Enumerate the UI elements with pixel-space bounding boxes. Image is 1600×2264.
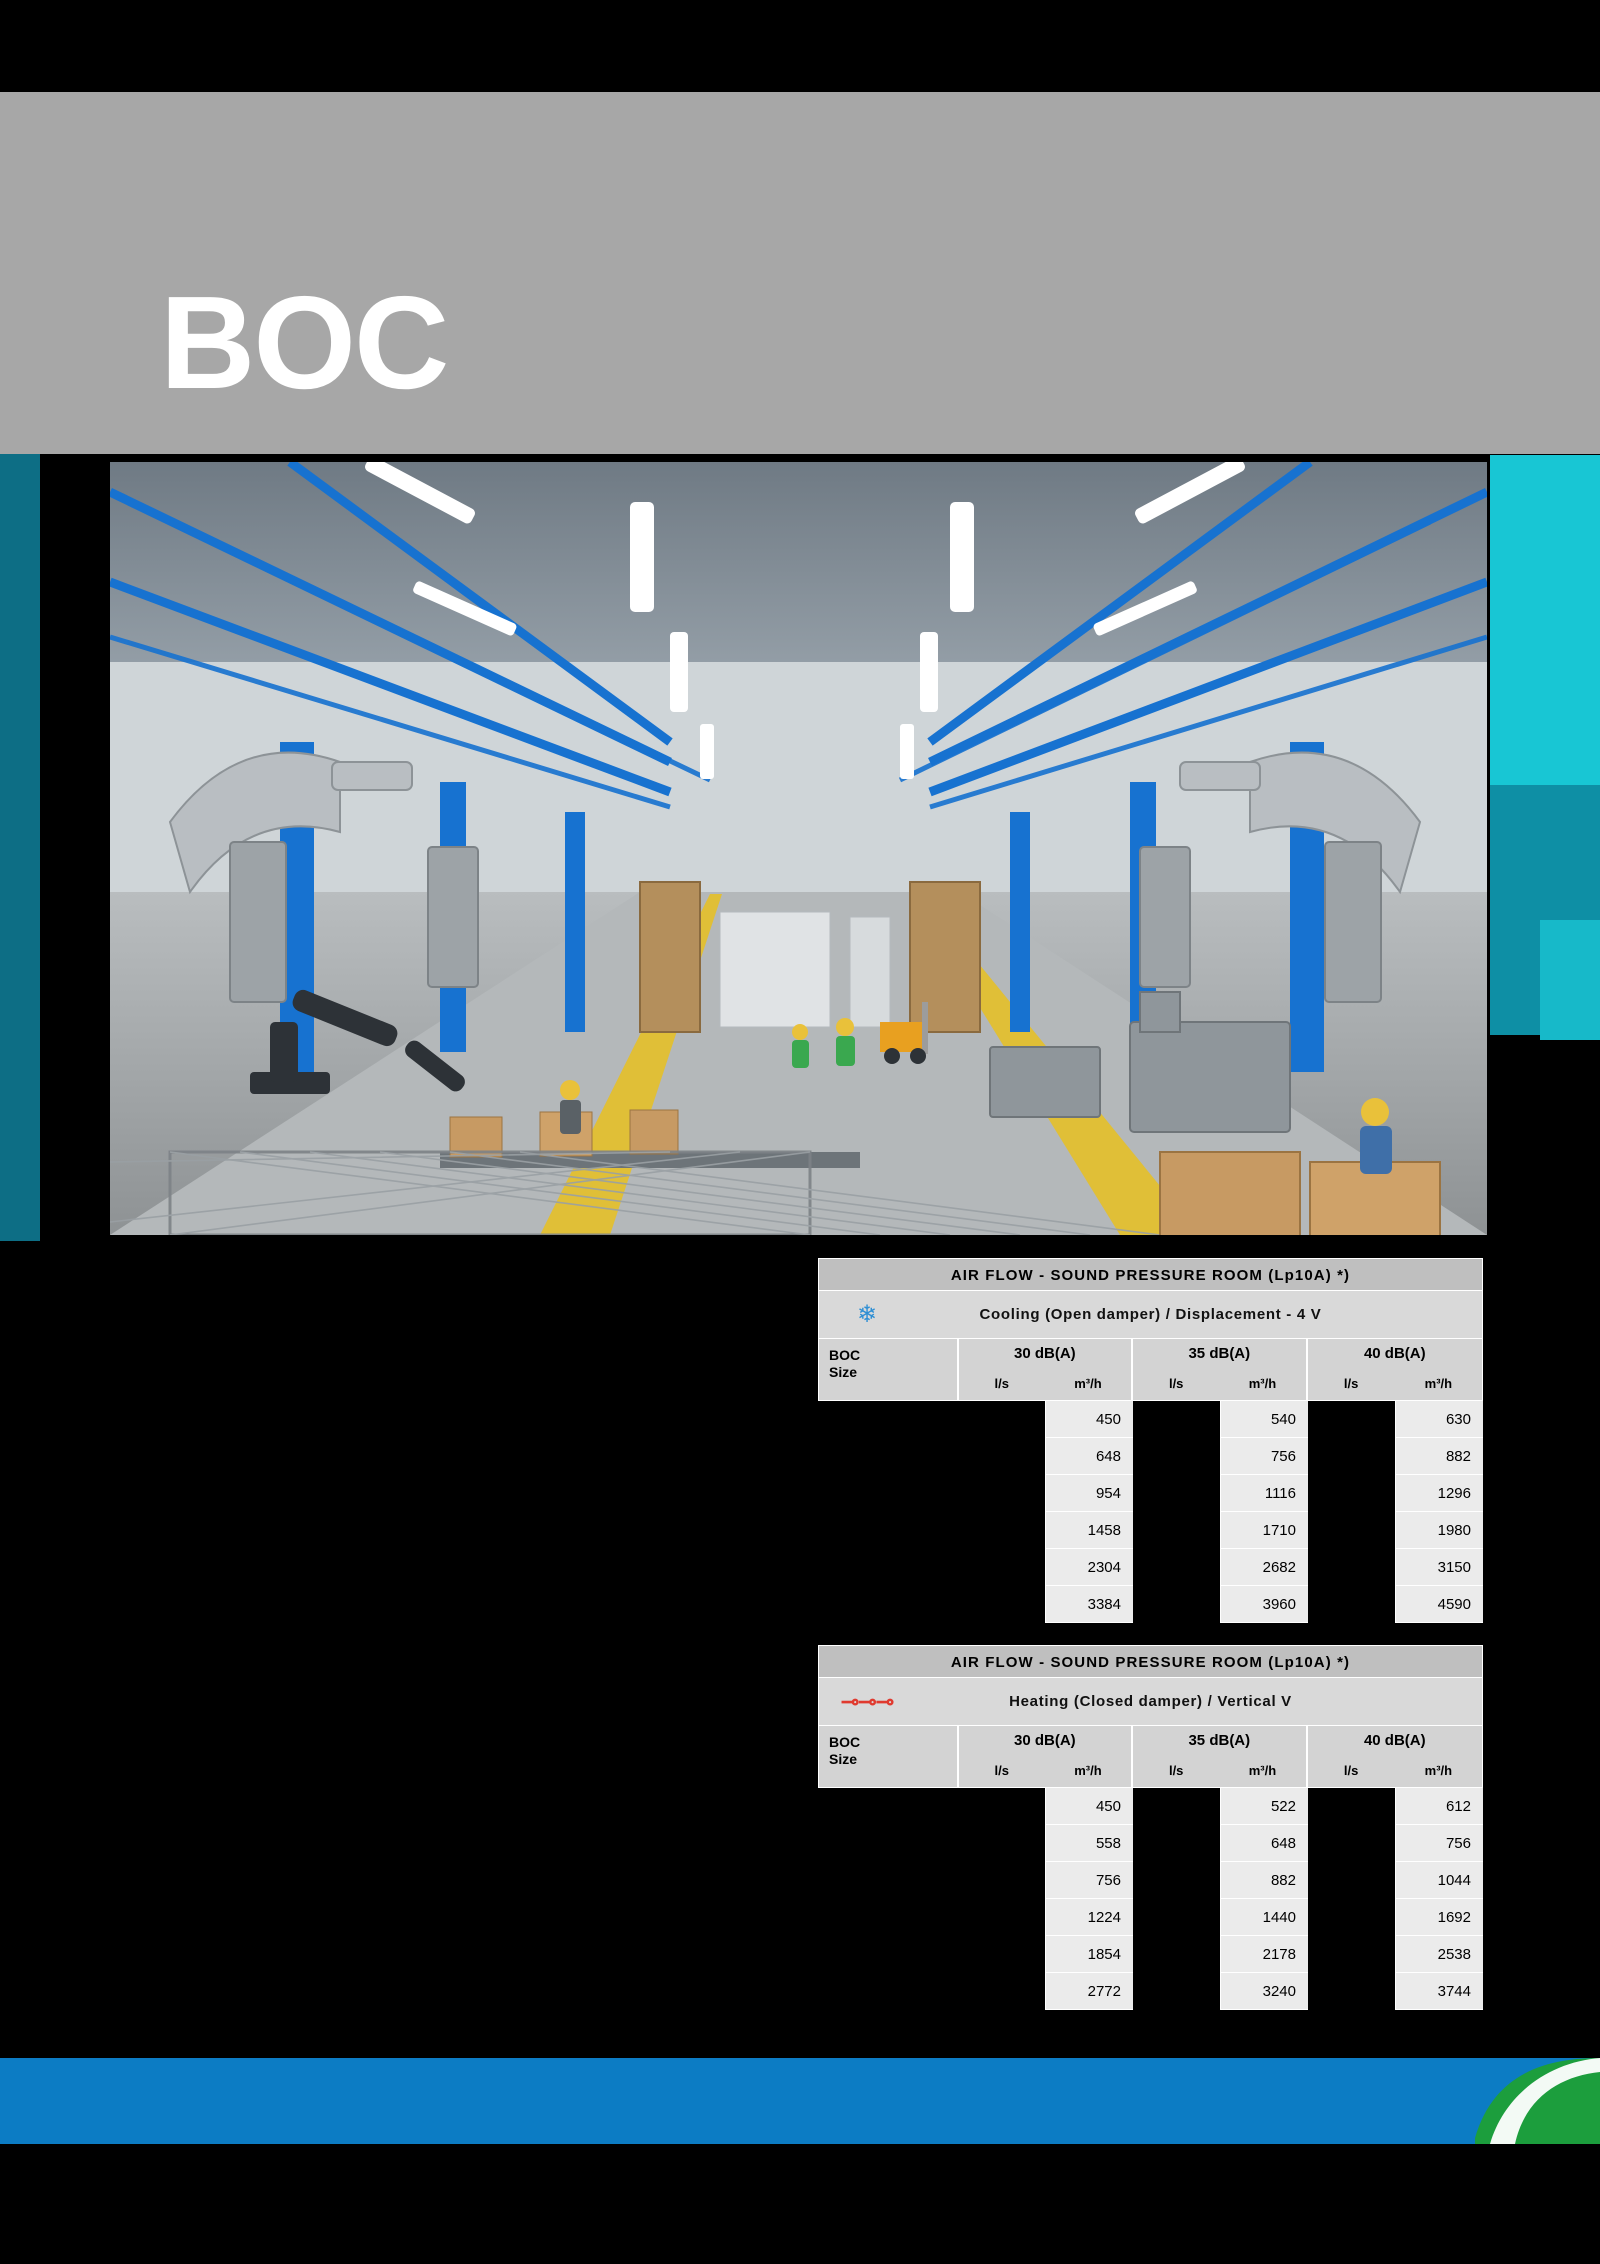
unit-m3h: m³/h [1424, 1763, 1453, 1778]
cell-40db-ls [1308, 1512, 1395, 1549]
right-accent-cyan-small [1540, 920, 1600, 1040]
cell-35db-m3h: 1710 [1220, 1512, 1308, 1549]
cell-35db-m3h: 1440 [1220, 1899, 1308, 1936]
cell-30db-m3h: 1854 [1045, 1936, 1133, 1973]
cell-35db-m3h: 1116 [1220, 1475, 1308, 1512]
cell-40db-m3h: 1980 [1395, 1512, 1483, 1549]
table-row [818, 1825, 1483, 1862]
column-group-40db [1308, 1339, 1482, 1400]
cell-30db-ls [958, 1862, 1045, 1899]
cell-40db-ls [1308, 1549, 1395, 1586]
cell-30db-m3h: 450 [1045, 1788, 1133, 1825]
cell-size [818, 1512, 958, 1549]
cell-30db-ls [958, 1788, 1045, 1825]
cell-size [818, 1862, 958, 1899]
page-title: BOC [160, 269, 448, 416]
header-band [0, 92, 1600, 454]
column-group-40db [1308, 1726, 1482, 1787]
group-label: 40 dB(A) [1363, 1732, 1426, 1749]
cell-35db-m3h: 3240 [1220, 1973, 1308, 2010]
cell-size [818, 1401, 958, 1438]
table-row [818, 1512, 1483, 1549]
cell-40db-m3h: 1296 [1395, 1475, 1483, 1512]
cell-35db-m3h: 540 [1220, 1401, 1308, 1438]
cell-30db-ls [958, 1825, 1045, 1862]
hero-image [110, 462, 1487, 1235]
cell-size [818, 1973, 958, 2010]
cell-35db-ls [1133, 1862, 1220, 1899]
group-label: 30 dB(A) [1014, 1345, 1076, 1362]
unit-ls: l/s [1168, 1763, 1184, 1778]
footer-logo-swoosh [1455, 2058, 1600, 2144]
cell-30db-ls [958, 1973, 1045, 2010]
cell-30db-m3h: 558 [1045, 1825, 1133, 1862]
unit-m3h: m³/h [1074, 1763, 1102, 1778]
cell-35db-m3h: 2178 [1220, 1936, 1308, 1973]
cell-30db-m3h: 450 [1045, 1401, 1133, 1438]
left-accent-bar-inner [28, 470, 40, 1230]
cell-40db-ls [1308, 1475, 1395, 1512]
cell-35db-m3h: 522 [1220, 1788, 1308, 1825]
unit-ls: l/s [1168, 1376, 1184, 1391]
right-accent-cyan [1490, 455, 1600, 785]
cell-30db-ls [958, 1586, 1045, 1623]
cell-30db-ls [958, 1936, 1045, 1973]
size-header-line1: BOC [829, 1734, 861, 1750]
table-mode-row [818, 1678, 1483, 1726]
table-title: AIR FLOW - SOUND PRESSURE ROOM (Lp10A) *) [818, 1258, 1483, 1291]
cell-40db-ls [1308, 1438, 1395, 1475]
cell-size [818, 1825, 958, 1862]
cell-35db-m3h: 882 [1220, 1862, 1308, 1899]
cell-35db-ls [1133, 1586, 1220, 1623]
table-row [818, 1899, 1483, 1936]
unit-m3h: m³/h [1248, 1376, 1277, 1391]
size-header-line2: Size [829, 1364, 858, 1380]
cell-35db-m3h: 3960 [1220, 1586, 1308, 1623]
cell-35db-m3h: 756 [1220, 1438, 1308, 1475]
cell-30db-ls [958, 1899, 1045, 1936]
cell-35db-ls [1133, 1512, 1220, 1549]
unit-ls: l/s [1343, 1376, 1359, 1391]
cell-40db-m3h: 2538 [1395, 1936, 1483, 1973]
cell-35db-ls [1133, 1549, 1220, 1586]
cell-35db-ls [1133, 1973, 1220, 2010]
cell-30db-m3h: 954 [1045, 1475, 1133, 1512]
cell-30db-m3h: 648 [1045, 1438, 1133, 1475]
cell-size [818, 1586, 958, 1623]
cell-30db-ls [958, 1549, 1045, 1586]
table-body [818, 1788, 1483, 2010]
group-label: 40 dB(A) [1363, 1345, 1426, 1362]
cell-size [818, 1936, 958, 1973]
cell-35db-ls [1133, 1936, 1220, 1973]
cell-35db-m3h: 2682 [1220, 1549, 1308, 1586]
table-row [818, 1401, 1483, 1438]
column-group-30db [959, 1726, 1133, 1787]
cell-30db-ls [958, 1512, 1045, 1549]
table-mode-label: Cooling (Open damper) / Displacement - 4 V [979, 1306, 1322, 1323]
cell-40db-ls [1308, 1899, 1395, 1936]
cell-40db-ls [1308, 1825, 1395, 1862]
size-header-line1: BOC [829, 1347, 861, 1363]
cell-size [818, 1899, 958, 1936]
table-mode-row [818, 1291, 1483, 1339]
table-mode-label: Heating (Closed damper) / Vertical V [1009, 1693, 1292, 1710]
cell-40db-m3h: 1044 [1395, 1862, 1483, 1899]
column-group-35db [1133, 1726, 1307, 1787]
cell-35db-ls [1133, 1401, 1220, 1438]
cell-size [818, 1438, 958, 1475]
group-label: 35 dB(A) [1188, 1732, 1251, 1749]
cell-40db-m3h: 3744 [1395, 1973, 1483, 2010]
cell-40db-m3h: 4590 [1395, 1586, 1483, 1623]
footer-bar [0, 2058, 1600, 2144]
table-row [818, 1973, 1483, 2010]
cell-30db-m3h: 2772 [1045, 1973, 1133, 2010]
cell-40db-m3h: 882 [1395, 1438, 1483, 1475]
table-header-row [818, 1339, 1483, 1401]
cell-35db-m3h: 648 [1220, 1825, 1308, 1862]
unit-m3h: m³/h [1424, 1376, 1453, 1391]
table-row [818, 1438, 1483, 1475]
cell-35db-ls [1133, 1825, 1220, 1862]
unit-ls: l/s [994, 1376, 1009, 1391]
cell-40db-m3h: 3150 [1395, 1549, 1483, 1586]
table-body [818, 1401, 1483, 1623]
table-row [818, 1788, 1483, 1825]
cell-40db-ls [1308, 1586, 1395, 1623]
unit-m3h: m³/h [1248, 1763, 1277, 1778]
table-row [818, 1862, 1483, 1899]
group-label: 30 dB(A) [1014, 1732, 1076, 1749]
cell-30db-ls [958, 1475, 1045, 1512]
cell-size [818, 1475, 958, 1512]
table-row [818, 1586, 1483, 1623]
column-group-35db [1133, 1339, 1307, 1400]
column-group-30db [959, 1339, 1133, 1400]
group-label: 35 dB(A) [1188, 1345, 1251, 1362]
column-header-size [819, 1726, 959, 1787]
cell-40db-m3h: 1692 [1395, 1899, 1483, 1936]
cell-30db-m3h: 2304 [1045, 1549, 1133, 1586]
cell-40db-ls [1308, 1973, 1395, 2010]
column-header-size [819, 1339, 959, 1400]
cell-40db-ls [1308, 1788, 1395, 1825]
cell-size [818, 1788, 958, 1825]
table-title: AIR FLOW - SOUND PRESSURE ROOM (Lp10A) *) [818, 1645, 1483, 1678]
cell-30db-m3h: 756 [1045, 1862, 1133, 1899]
table-heating [818, 1645, 1483, 2010]
cell-40db-m3h: 612 [1395, 1788, 1483, 1825]
cell-40db-ls [1308, 1401, 1395, 1438]
cell-40db-ls [1308, 1862, 1395, 1899]
snowflake-icon: ❄ [856, 1300, 878, 1328]
cell-35db-ls [1133, 1438, 1220, 1475]
cell-size [818, 1549, 958, 1586]
unit-m3h: m³/h [1074, 1376, 1102, 1391]
unit-ls: l/s [994, 1763, 1009, 1778]
cell-40db-m3h: 756 [1395, 1825, 1483, 1862]
cell-30db-ls [958, 1401, 1045, 1438]
cell-35db-ls [1133, 1475, 1220, 1512]
table-row [818, 1549, 1483, 1586]
cell-35db-ls [1133, 1899, 1220, 1936]
cell-30db-m3h: 3384 [1045, 1586, 1133, 1623]
heat-waves-icon: ⊸⊸⊸ [840, 1688, 894, 1714]
unit-ls: l/s [1343, 1763, 1359, 1778]
size-header-line2: Size [829, 1751, 858, 1767]
table-header-row [818, 1726, 1483, 1788]
table-row [818, 1475, 1483, 1512]
cell-40db-m3h: 630 [1395, 1401, 1483, 1438]
cell-30db-m3h: 1224 [1045, 1899, 1133, 1936]
cell-30db-ls [958, 1438, 1045, 1475]
cell-40db-ls [1308, 1936, 1395, 1973]
table-cooling [818, 1258, 1483, 1623]
cell-30db-m3h: 1458 [1045, 1512, 1133, 1549]
cell-35db-ls [1133, 1788, 1220, 1825]
table-row [818, 1936, 1483, 1973]
warehouse-illustration [110, 462, 1487, 1235]
